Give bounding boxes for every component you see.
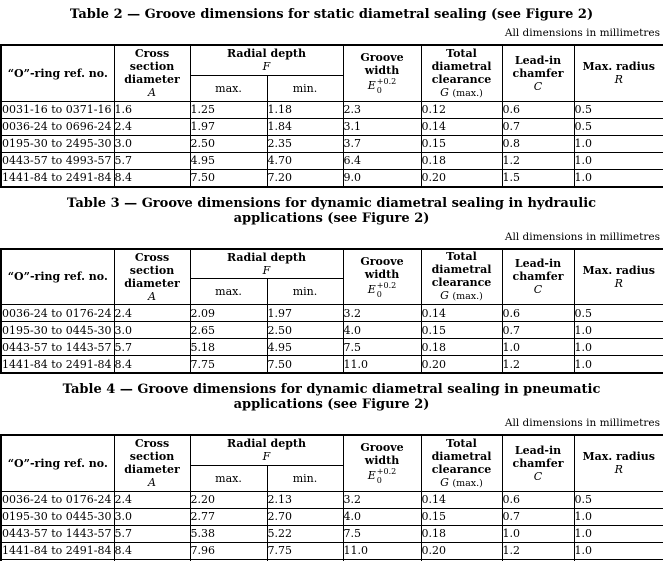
value-cell: 1.25 <box>190 101 267 118</box>
value-cell: 7.5 <box>343 525 421 542</box>
radius-label <box>575 60 663 73</box>
value-cell: 0.14 <box>421 118 502 135</box>
symbol-R: R <box>614 73 623 87</box>
text-line: chamfer <box>512 456 564 470</box>
text-line: Table 4 — Groove dimensions for dynamic diametral sealing in pneumatic <box>62 382 601 397</box>
col-header-radial-min: min. <box>267 279 343 305</box>
tolerance-upper: +0.2 <box>376 77 397 87</box>
clearance-suffix: (max.) <box>452 477 483 489</box>
value-cell: 0.6 <box>502 101 574 118</box>
table-row <box>1 135 663 152</box>
value-cell: 1.2 <box>502 152 574 169</box>
table2-section <box>0 7 663 188</box>
table3-header <box>1 249 663 305</box>
table3-title <box>0 196 663 226</box>
table3-section <box>0 196 663 375</box>
col-header-total-clearance <box>421 435 502 491</box>
radial-depth-label: Radial depth <box>227 250 306 264</box>
col-header-radial-max: max. <box>190 75 267 101</box>
symbol-E: E <box>367 79 376 93</box>
value-cell: 0.18 <box>421 152 502 169</box>
text-line: applications (see Figure 2) <box>233 397 430 412</box>
table-row <box>1 491 663 508</box>
text-line: section <box>129 60 175 74</box>
value-cell: 2.77 <box>190 508 267 525</box>
value-cell: 0.18 <box>421 525 502 542</box>
col-header-ref-no <box>1 435 114 491</box>
value-cell: 7.96 <box>190 542 267 559</box>
col-header-radial-depth <box>190 249 343 279</box>
groove-width-label <box>344 255 421 281</box>
value-cell: 1.84 <box>267 118 343 135</box>
radial-depth-label: Radial depth <box>227 437 306 451</box>
value-cell: 7.75 <box>267 542 343 559</box>
value-cell: 5.18 <box>190 339 267 356</box>
value-cell: 0.18 <box>421 339 502 356</box>
value-cell: 5.22 <box>267 525 343 542</box>
value-cell: 1.0 <box>574 152 663 169</box>
value-cell: 2.4 <box>114 118 190 135</box>
value-cell: 2.65 <box>190 322 267 339</box>
symbol-G: G <box>440 289 449 303</box>
value-cell: 9.0 <box>343 169 421 187</box>
value-cell: 1.0 <box>574 356 663 374</box>
value-cell: 3.0 <box>114 322 190 339</box>
text-line: Cross <box>134 47 170 61</box>
ref-range-cell: 0443-57 to 1443-57 <box>1 525 114 542</box>
value-cell: 0.5 <box>574 491 663 508</box>
value-cell: 2.13 <box>267 491 343 508</box>
ref-range-cell: 1441-84 to 2491-84 <box>1 356 114 374</box>
col-header-lead-in-chamfer <box>502 45 574 101</box>
value-cell: 0.7 <box>502 322 574 339</box>
text-line: diametral <box>431 59 492 73</box>
symbol-A: A <box>148 476 156 490</box>
value-cell: 3.0 <box>114 135 190 152</box>
tolerance-upper: +0.2 <box>376 280 397 290</box>
symbol-A: A <box>148 86 156 100</box>
text-line: Groove <box>360 254 404 268</box>
text-line: section <box>129 450 175 464</box>
table2-title <box>0 7 663 22</box>
table4-title <box>0 382 663 412</box>
value-cell: 0.5 <box>574 305 663 322</box>
chamfer-label <box>503 444 574 470</box>
value-cell: 4.95 <box>190 152 267 169</box>
value-cell: 7.50 <box>190 169 267 187</box>
tolerance-lower: 0 <box>376 289 382 299</box>
table3-body <box>1 305 663 374</box>
value-cell: 1.2 <box>502 542 574 559</box>
text-line: Table 3 — Groove dimensions for dynamic diametral sealing in hydraulic <box>66 195 597 211</box>
table-row <box>1 101 663 118</box>
table2-body <box>1 101 663 187</box>
symbol-E-tolerance <box>344 281 421 299</box>
col-header-max-radius <box>574 45 663 101</box>
value-cell: 0.15 <box>421 135 502 152</box>
text-line: chamfer <box>512 66 564 80</box>
ref-range-cell: 0036-24 to 0176-24 <box>1 491 114 508</box>
value-cell: 1.97 <box>267 305 343 322</box>
text-line: Lead-in <box>514 443 562 457</box>
value-cell: 7.5 <box>343 339 421 356</box>
value-cell: 1.0 <box>574 135 663 152</box>
table-row <box>1 322 663 339</box>
text-line: diameter <box>124 73 180 87</box>
value-cell: 1.0 <box>574 542 663 559</box>
text-line: Groove <box>360 51 404 65</box>
value-cell: 3.1 <box>343 118 421 135</box>
value-cell: 4.70 <box>267 152 343 169</box>
value-cell: 1.0 <box>574 322 663 339</box>
value-cell: 0.20 <box>421 542 502 559</box>
col-header-radial-max: max. <box>190 279 267 305</box>
value-cell: 0.6 <box>502 305 574 322</box>
col-header-groove-width <box>343 435 421 491</box>
value-cell: 0.14 <box>421 491 502 508</box>
value-cell: 1.0 <box>502 339 574 356</box>
table2-header <box>1 45 663 101</box>
groove-width-label <box>344 51 421 77</box>
symbol-C: C <box>533 469 543 483</box>
col-header-radial-min: min. <box>267 75 343 101</box>
table-row <box>1 508 663 525</box>
value-cell: 1.0 <box>574 169 663 187</box>
value-cell: 1.0 <box>502 525 574 542</box>
table-row <box>1 525 663 542</box>
text-line: Lead-in <box>514 257 562 271</box>
text-line: Lead-in <box>514 53 562 67</box>
table2-groove-dimensions-static <box>0 44 663 188</box>
text-line: diametral <box>431 263 492 277</box>
radius-label <box>575 450 663 463</box>
value-cell: 2.20 <box>190 491 267 508</box>
chamfer-label <box>503 257 574 283</box>
ref-range-cell: 1441-84 to 2491-84 <box>1 542 114 559</box>
groove-width-label <box>344 441 421 467</box>
text-line: clearance <box>431 276 492 290</box>
table-row <box>1 542 663 559</box>
value-cell: 4.0 <box>343 508 421 525</box>
value-cell: 0.7 <box>502 508 574 525</box>
text-line: width <box>364 64 400 78</box>
value-cell: 3.7 <box>343 135 421 152</box>
radial-depth-label: Radial depth <box>227 47 306 61</box>
symbol-R: R <box>614 276 623 290</box>
value-cell: 8.4 <box>114 169 190 187</box>
value-cell: 6.4 <box>343 152 421 169</box>
col-header-radial-depth <box>190 435 343 465</box>
clearance-label <box>422 47 502 86</box>
col-header-radial-min: min. <box>267 465 343 491</box>
value-cell: 2.50 <box>190 135 267 152</box>
symbol-G-line <box>422 289 502 303</box>
value-cell: 8.4 <box>114 356 190 374</box>
text-line: Max. radius <box>582 450 655 464</box>
text-line: width <box>364 454 400 468</box>
tolerance-stack <box>377 77 396 95</box>
value-cell: 7.50 <box>267 356 343 374</box>
col-header-max-radius <box>574 249 663 305</box>
symbol-R: R <box>614 463 623 477</box>
ref-range-cell: 0195-30 to 0445-30 <box>1 322 114 339</box>
value-cell: 4.0 <box>343 322 421 339</box>
ref-range-cell: 0443-57 to 1443-57 <box>1 339 114 356</box>
col-header-cross-section <box>114 45 190 101</box>
text-line: clearance <box>431 72 492 86</box>
clearance-label <box>422 250 502 289</box>
text-line: section <box>129 263 175 277</box>
clearance-suffix: (max.) <box>452 87 483 99</box>
value-cell: 0.20 <box>421 356 502 374</box>
value-cell: 3.2 <box>343 305 421 322</box>
col-header-max-radius <box>574 435 663 491</box>
value-cell: 11.0 <box>343 356 421 374</box>
symbol-E-tolerance <box>344 467 421 485</box>
value-cell: 1.0 <box>574 339 663 356</box>
chamfer-label <box>503 54 574 80</box>
symbol-E-tolerance <box>344 77 421 95</box>
table-row <box>1 169 663 187</box>
radius-label <box>575 264 663 277</box>
col-header-total-clearance <box>421 249 502 305</box>
value-cell: 1.2 <box>502 356 574 374</box>
symbol-G-line <box>422 86 502 100</box>
value-cell: 0.7 <box>502 118 574 135</box>
text-line: diametral <box>431 449 492 463</box>
value-cell: 5.7 <box>114 339 190 356</box>
col-header-radial-depth <box>190 45 343 75</box>
ref-range-cell: 0195-30 to 2495-30 <box>1 135 114 152</box>
cross-section-label <box>115 437 190 476</box>
dimensions-note: All dimensions in millimetres <box>504 27 660 39</box>
value-cell: 0.5 <box>574 101 663 118</box>
value-cell: 8.4 <box>114 542 190 559</box>
col-header-cross-section <box>114 435 190 491</box>
table-row <box>1 118 663 135</box>
value-cell: 2.4 <box>114 305 190 322</box>
value-cell: 7.75 <box>190 356 267 374</box>
value-cell: 2.50 <box>267 322 343 339</box>
ref-range-cell: 0036-24 to 0696-24 <box>1 118 114 135</box>
text-line: Cross <box>134 250 170 264</box>
value-cell: 4.95 <box>267 339 343 356</box>
value-cell: 3.0 <box>114 508 190 525</box>
value-cell: 2.35 <box>267 135 343 152</box>
table3-groove-dimensions-hydraulic <box>0 248 663 375</box>
value-cell: 2.70 <box>267 508 343 525</box>
clearance-suffix: (max.) <box>452 291 483 303</box>
text-line: Max. radius <box>582 60 655 74</box>
text-line: width <box>364 267 400 281</box>
tolerance-stack <box>377 467 396 485</box>
value-cell: 5.38 <box>190 525 267 542</box>
tolerance-lower: 0 <box>376 86 382 96</box>
value-cell: 0.6 <box>502 491 574 508</box>
table-row <box>1 152 663 169</box>
ref-no-label: “O”-ring ref. no. <box>7 66 108 80</box>
symbol-F: F <box>262 450 271 464</box>
table-row <box>1 305 663 322</box>
value-cell: 0.12 <box>421 101 502 118</box>
ref-no-label: “O”-ring ref. no. <box>7 270 108 284</box>
symbol-G: G <box>440 475 449 489</box>
value-cell: 5.7 <box>114 152 190 169</box>
col-header-groove-width <box>343 45 421 101</box>
value-cell: 7.20 <box>267 169 343 187</box>
text-line: applications (see Figure 2) <box>233 210 430 226</box>
col-header-ref-no <box>1 45 114 101</box>
symbol-F: F <box>262 60 271 74</box>
symbol-G: G <box>440 85 449 99</box>
table4-section <box>0 382 663 561</box>
col-header-cross-section <box>114 249 190 305</box>
col-header-radial-max: max. <box>190 465 267 491</box>
symbol-E: E <box>367 282 376 296</box>
text-line: Cross <box>134 437 170 451</box>
ref-range-cell: 0031-16 to 0371-16 <box>1 101 114 118</box>
symbol-A: A <box>148 289 156 303</box>
value-cell: 0.8 <box>502 135 574 152</box>
symbol-G-line <box>422 476 502 490</box>
table4-header <box>1 435 663 491</box>
ref-range-cell: 0036-24 to 0176-24 <box>1 305 114 322</box>
text-line: diameter <box>124 276 180 290</box>
col-header-lead-in-chamfer <box>502 435 574 491</box>
text-line: diameter <box>124 463 180 477</box>
text-line: Groove <box>360 441 404 455</box>
text-line: Max. radius <box>582 263 655 277</box>
symbol-E: E <box>367 469 376 483</box>
cross-section-label <box>115 47 190 86</box>
tolerance-lower: 0 <box>376 476 382 486</box>
value-cell: 0.14 <box>421 305 502 322</box>
col-header-groove-width <box>343 249 421 305</box>
value-cell: 2.3 <box>343 101 421 118</box>
table4-groove-dimensions-pneumatic <box>0 434 663 561</box>
col-header-total-clearance <box>421 45 502 101</box>
ref-no-label: “O”-ring ref. no. <box>7 456 108 470</box>
ref-range-cell: 0195-30 to 0445-30 <box>1 508 114 525</box>
symbol-F: F <box>262 263 271 277</box>
value-cell: 0.15 <box>421 508 502 525</box>
value-cell: 1.0 <box>574 525 663 542</box>
text-line: Table 2 — Groove dimensions for static diametral sealing (see Figure 2) <box>69 7 594 22</box>
dimensions-note: All dimensions in millimetres <box>504 417 660 429</box>
value-cell: 1.18 <box>267 101 343 118</box>
ref-range-cell: 0443-57 to 4993-57 <box>1 152 114 169</box>
text-line: Total <box>446 46 477 60</box>
clearance-label <box>422 437 502 476</box>
value-cell: 1.0 <box>574 508 663 525</box>
col-header-ref-no <box>1 249 114 305</box>
value-cell: 2.09 <box>190 305 267 322</box>
value-cell: 1.6 <box>114 101 190 118</box>
symbol-C: C <box>533 79 543 93</box>
value-cell: 1.5 <box>502 169 574 187</box>
value-cell: 5.7 <box>114 525 190 542</box>
value-cell: 3.2 <box>343 491 421 508</box>
ref-range-cell: 1441-84 to 2491-84 <box>1 169 114 187</box>
table-row <box>1 356 663 374</box>
value-cell: 0.15 <box>421 322 502 339</box>
value-cell: 11.0 <box>343 542 421 559</box>
tolerance-stack <box>377 281 396 299</box>
symbol-C: C <box>533 283 543 297</box>
tolerance-upper: +0.2 <box>376 467 397 477</box>
dimensions-note: All dimensions in millimetres <box>504 230 660 243</box>
table-row <box>1 339 663 356</box>
text-line: Total <box>446 250 477 264</box>
text-line: clearance <box>431 462 492 476</box>
value-cell: 2.4 <box>114 491 190 508</box>
text-line: chamfer <box>512 270 564 284</box>
value-cell: 1.97 <box>190 118 267 135</box>
col-header-lead-in-chamfer <box>502 249 574 305</box>
value-cell: 0.20 <box>421 169 502 187</box>
cross-section-label <box>115 251 190 290</box>
value-cell: 0.5 <box>574 118 663 135</box>
table4-body <box>1 491 663 559</box>
text-line: Total <box>446 436 477 450</box>
